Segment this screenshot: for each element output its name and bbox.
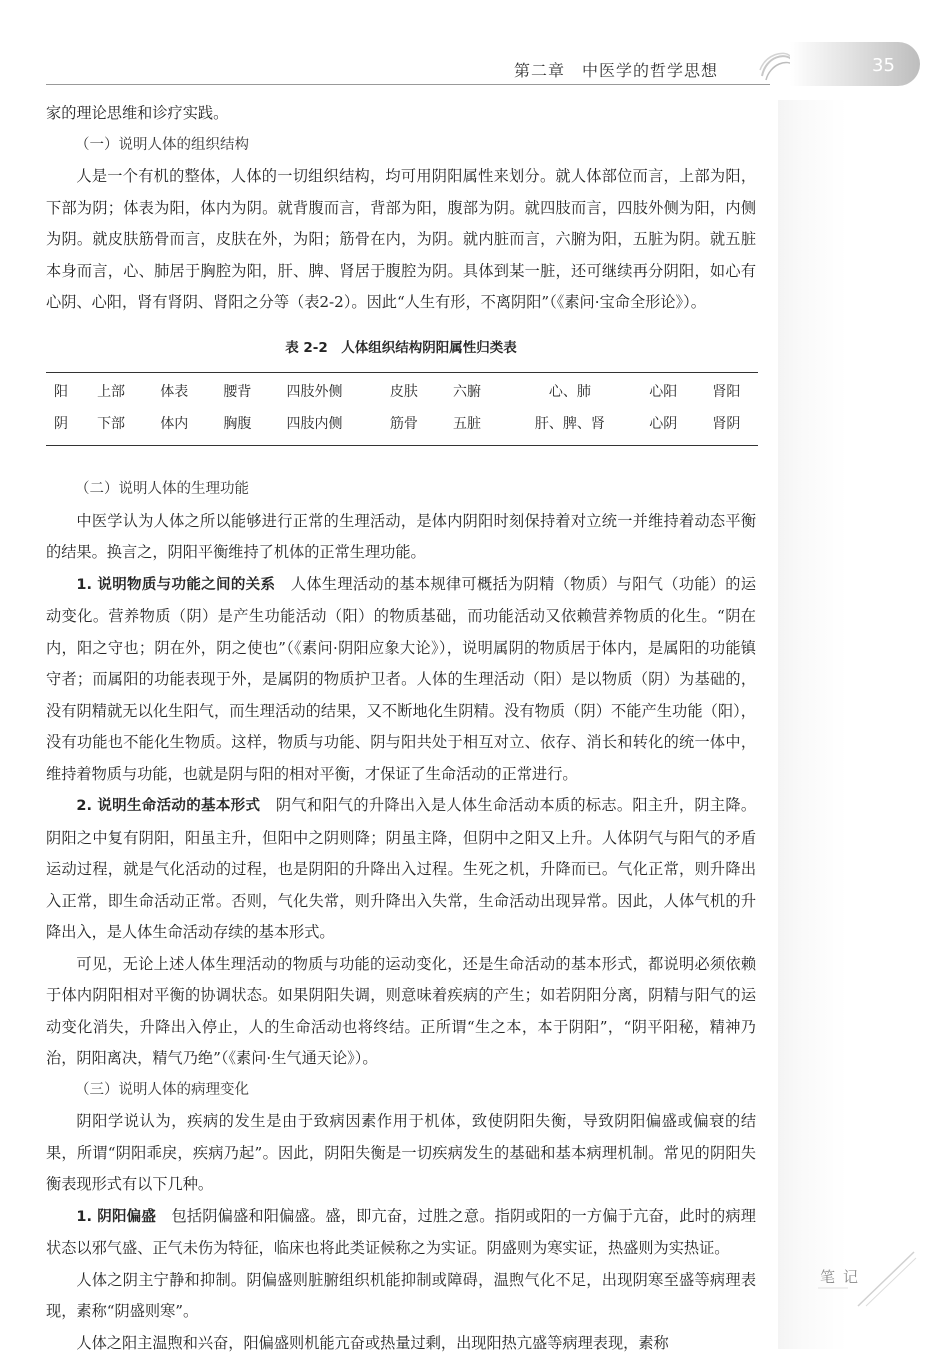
- table-cell: 五脏: [445, 409, 508, 446]
- table-cell: 阴: [46, 409, 89, 446]
- paragraph: 人是一个有机的整体，人体的一切组织结构，均可用阴阳属性来划分。就人体部位而言，上部为阳，下部为阴；体表为阳，体内为阴。就背腹而言，背部为阳，腹部为阴。就四肢而言，四肢外侧为阳，内侧为阴。就皮肤筋骨而言，皮肤在外，为阳；筋骨在内，为阴。就内脏而言，六腑为阳，五脏为阴。就五脏本身而言，心、肺居于胸腔为阳，肝、脾、肾居于腹腔为阴。具体到某一脏，还可继续再分阴阳，如心有心阴、心阳，肾有肾阴、肾阳之分等（表2-2）。因此“人生有形，不离阴阳”（《素问·宝命全形论》）。: [46, 161, 756, 319]
- paragraph: 人体之阳主温煦和兴奋，阳偏盛则机能亢奋或热量过剩，出现阳热亢盛等病理表现，素称: [46, 1328, 756, 1359]
- table-row: [46, 373, 758, 410]
- table-cell: 六腑: [445, 373, 508, 410]
- table-cell: 肝、脾、肾: [508, 409, 631, 446]
- page-body: [46, 98, 756, 1359]
- paragraph-text: 包括阴偏盛和阳偏盛。盛，即亢奋，过胜之意。指阴或阳的一方偏于亢奋，此时的病理状态以邪气盛、正气未伤为特征，临床也将此类证候称之为实证。阴盛则为寒实证，热盛则为实热证。: [46, 1207, 756, 1258]
- table-cell: 心阴: [632, 409, 695, 446]
- table-cell: 体内: [152, 409, 215, 446]
- table-cell: 皮肤: [382, 373, 445, 410]
- table-cell: 心阳: [632, 373, 695, 410]
- paragraph: [46, 1201, 756, 1265]
- table-2-2: [46, 333, 756, 447]
- table-cell: 肾阴: [695, 409, 758, 446]
- table-caption: 表 2-2 人体组织结构阴阳属性归类表: [46, 333, 756, 365]
- table-cell: 下部: [89, 409, 152, 446]
- notes-label: 笔记: [820, 1266, 866, 1287]
- paragraph: [46, 569, 756, 791]
- chapter-header: 第二章 中医学的哲学思想: [514, 58, 718, 81]
- section-heading: （一）说明人体的组织结构: [46, 130, 756, 162]
- table-cell: 腰背: [215, 373, 278, 410]
- table-cell: 心、肺: [508, 373, 631, 410]
- paragraph: 家的理论思维和诊疗实践。: [46, 98, 756, 130]
- table-cell: 阳: [46, 373, 89, 410]
- table-cell: 上部: [89, 373, 152, 410]
- table-cell: 体表: [152, 373, 215, 410]
- paragraph-text: 阴气和阳气的升降出入是人体生命活动本质的标志。阳主升，阴主降。阴阳之中复有阴阳，阳虽主升，但阳中之阴则降；阴虽主降，但阴中之阳又上升。人体阴气与阳气的矛盾运动过程，就是气化活动的过程，也是阴阳的升降出入过程。生死之机，升降而已。气化正常，则升降出入正常，即生命活动正常。否则，气化失常，则升降出入失常，生命活动出现异常。因此，人体气机的升降出入，是人体生命活动存续的基本形式。: [46, 796, 756, 941]
- paragraph: 人体之阴主宁静和抑制。阴偏盛则脏腑组织机能抑制或障碍，温煦气化不足，出现阴寒至盛等病理表现，素称“阴盛则寒”。: [46, 1265, 756, 1328]
- table-row: [46, 409, 758, 446]
- subsection-title: 2. 说明生命活动的基本形式: [76, 798, 260, 814]
- paragraph: 可见，无论上述人体生理活动的物质与功能的运动变化，还是生命活动的基本形式，都说明必须依赖于体内阴阳相对平衡的协调状态。如果阴阳失调，则意味着疾病的产生；如若阴阳分离，阴精与阳气的运动变化消失，升降出入停止，人的生命活动也将终结。正所谓“生之本，本于阴阳”，“阴平阳秘，精神乃治，阴阳离决，精气乃绝”（《素问·生气通天论》）。: [46, 949, 756, 1075]
- table-cell: 四肢外侧: [279, 373, 382, 410]
- table-cell: 肾阳: [695, 373, 758, 410]
- paragraph-text: 人体生理活动的基本规律可概括为阴精（物质）与阳气（功能）的运动变化。营养物质（阴）是产生功能活动（阳）的物质基础，而功能活动又依赖营养物质的化生。“阴在内，阳之守也；阴在外，阴之使也”（《素问·阴阳应象大论》），说明属阴的物质居于体内，是属阳的功能镇守者；而属阳的功能表现于外，是属阴的物质护卫者。人体的生理活动（阳）是以物质（阴）为基础的，没有阴精就无以化生阳气，而生理活动的结果，又不断地化生阴精。没有物质（阴）不能产生功能（阳），没有功能也不能化生物质。这样，物质与功能、阴与阳共处于相互对立、依存、消长和转化的统一体中，维持着物质与功能，也就是阴与阳的相对平衡，才保证了生命活动的正常进行。: [46, 575, 756, 783]
- table-cell: 胸腹: [215, 409, 278, 446]
- table-cell: 筋骨: [382, 409, 445, 446]
- page-number: 35: [872, 55, 895, 76]
- page-number-tab: [790, 42, 920, 86]
- paragraph: 阴阳学说认为，疾病的发生是由于致病因素作用于机体，致使阴阳失衡，导致阴阳偏盛或偏衰的结果，所谓“阴阳乖戾，疾病乃起”。因此，阴阳失衡是一切疾病发生的基础和基本病理机制。常见的阴阳失衡表现形式有以下几种。: [46, 1106, 756, 1201]
- yin-yang-table: [46, 372, 758, 446]
- section-heading: （三）说明人体的病理变化: [46, 1075, 756, 1107]
- paragraph: [46, 790, 756, 949]
- subsection-title: 1. 说明物质与功能之间的关系: [76, 577, 275, 593]
- section-heading: （二）说明人体的生理功能: [46, 474, 756, 506]
- table-cell: 四肢内侧: [279, 409, 382, 446]
- margin-shade: [778, 100, 950, 1349]
- subsection-title: 1. 阴阳偏盛: [76, 1209, 156, 1225]
- paragraph: 中医学认为人体之所以能够进行正常的生理活动，是体内阴阳时刻保持着对立统一并维持着动态平衡的结果。换言之，阴阳平衡维持了机体的正常生理功能。: [46, 506, 756, 569]
- header-rule: [46, 84, 770, 85]
